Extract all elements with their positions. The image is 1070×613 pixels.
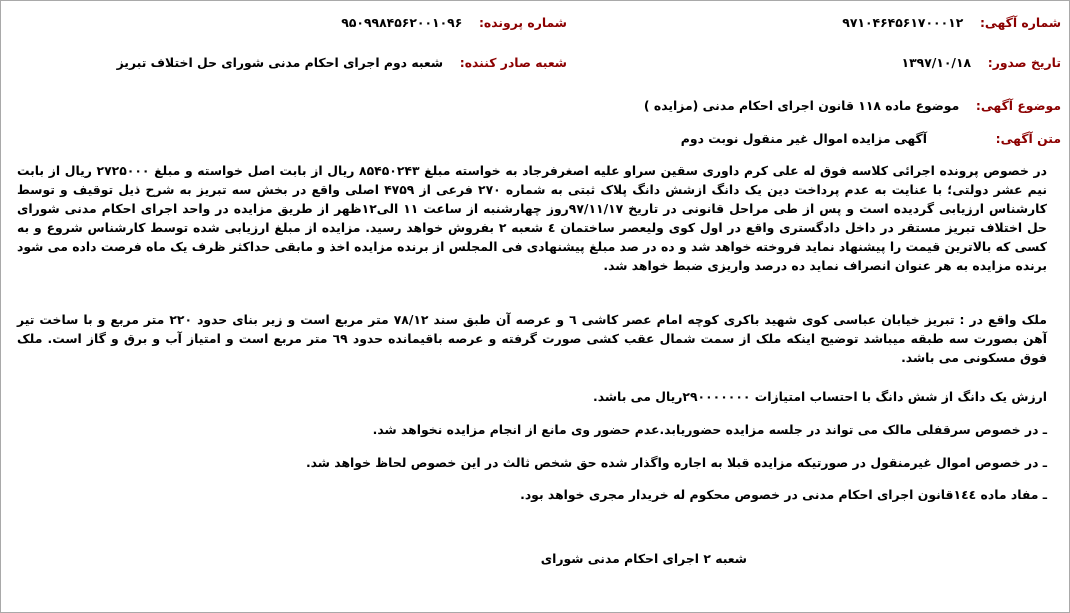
signature: شعبه ۲ اجرای احکام مدنی شورای xyxy=(540,551,747,566)
issue-date-row xyxy=(902,55,1061,71)
branch-label: شعبه صادر کننده: xyxy=(459,55,567,70)
notice-paragraph-2: ملک واقع در : تبریز خیابان عباسی کوی شهید باکری کوچه امام عصر کاشی ٦ و عرصه آن طبق سند ۷۸/۱۲ متر مربع است و زیر بنای حدود ۲۲۰ متر مربع و با ساخت تیر آهن بصورت سه طبقه میباشد توضیح اینکه ملک از سمت شمال عقب کشی صورت گرفته و عرصه باقیمانده حدود ٦۹ متر مربع است و امتیاز آب و برق و گاز است. ملک فوق مسکونی می باشد. xyxy=(17,312,1047,365)
case-number-row xyxy=(341,15,567,31)
issue-date-label: تاریخ صدور: xyxy=(987,55,1061,70)
issue-date-value: ۱۳۹۷/۱۰/۱۸ xyxy=(901,55,972,70)
share-value-line: ارزش یک دانگ از شش دانگ با احتساب امتیازات ۲۹۰۰۰۰۰۰۰ریال می باشد. xyxy=(593,389,1047,404)
branch-value: شعبه دوم اجرای احکام مدنی شورای حل اختلاف تبریز xyxy=(116,55,444,70)
notice-title: آگهی مزایده اموال غیر منقول نوبت دوم xyxy=(680,131,928,146)
branch-row xyxy=(117,55,567,71)
case-number-label: شماره پرونده: xyxy=(478,15,567,30)
ad-number-value: ۹۷۱۰۴۶۴۵۶۱۷۰۰۰۱۲ xyxy=(842,15,964,30)
ad-number-label: شماره آگهی: xyxy=(979,15,1061,30)
article-144-line: ـ مفاد ماده ١٤٤قانون اجرای احکام مدنی در خصوص محکوم له خریدار مجری خواهد بود. xyxy=(520,487,1047,502)
third-party-line: ـ در خصوص اموال غیرمنقول در صورتیکه مزایده قبلا به اجاره واگذار شده حق شخص ثالث در این خصوص لحاظ خواهد شد. xyxy=(305,455,1047,470)
goodwill-line: ـ در خصوص سرقفلی مالک می تواند در جلسه مزایده حضوریابد.عدم حضور وی مانع از انجام مزایده نخواهد شد. xyxy=(372,422,1047,437)
case-number-value: ۹۵۰۹۹۸۴۵۶۲۰۰۱۰۹۶ xyxy=(341,15,463,30)
subject-value: موضوع ماده ۱۱۸ قانون اجرای احکام مدنی (مزایده ) xyxy=(643,98,960,113)
text-label: متن آگهی: xyxy=(995,131,1061,146)
ad-number-row xyxy=(842,15,1061,31)
notice-paragraph-1: در خصوص پرونده اجرائی کلاسه فوق له علی کرم داوری سقین سراو علیه اصغرفرجاد به خواسته مبلغ ۸۵۴۵۰۲۴۳ ریال از بابت اصل خواسته و مبلغ ۲۷۲۵۰۰۰ ریال از بابت نیم عشر دولتی؛ با عنایت به عدم پرداخت دین یک دانگ ازشش دانگ پلاک ثبتی به شماره ۲۷۰ فرعی از ۴۷۵۹ اصلی واقع در بخش سه تبریز به شرح ذیل توقیف و توسط کارشناس ارزیابی گردیده است و پس از طی مراحل قانونی در تاریخ ۹۷/۱۱/۱۷روز چهارشنبه از ساعت ۱۱ الی۱۲ظهر از طریق مزایده در واحد اجرای احکام مدنی شورای حل اختلاف تبریز مستقر در داخل دادگستری واقع در اول کوی ولیعصر ساختمان ٤ شعبه ۲ بفروش خواهد رسید. مزایده از مبلغ ارزیابی شده توسط کارشناس شروع و به کسی که بالاترین قیمت را پیشنهاد نماید فروخته خواهد شد و ده در صد مبلغ پیشنهادی فی المجلس از برنده مزایده اخذ و مابقی حداکثر ظرف یک ماه فرصت داده می شود برنده مزایده به هر عنوان انصراف نماید ده درصد واریزی ضبط خواهد شد. xyxy=(17,163,1048,273)
text-row xyxy=(681,131,1061,147)
subject-row xyxy=(644,98,1061,114)
subject-label: موضوع آگهی: xyxy=(975,98,1061,113)
